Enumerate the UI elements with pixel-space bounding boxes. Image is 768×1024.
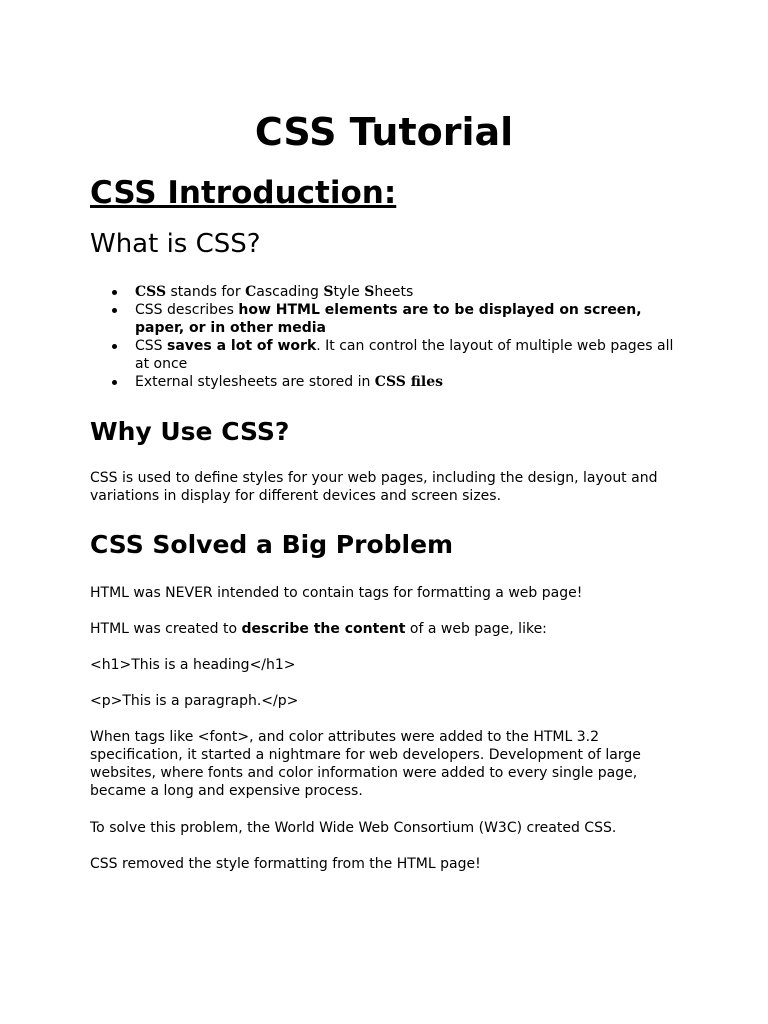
what-is-css-heading: What is CSS? <box>90 229 261 259</box>
never-paragraph: HTML was NEVER intended to contain tags for formatting a web page! <box>90 585 583 601</box>
text: heets <box>374 284 414 300</box>
bullet-icon <box>112 308 117 313</box>
text: . It can control the layout of multiple web pages all at once <box>135 338 674 372</box>
bold-text: describe the content <box>241 621 406 637</box>
bold-text: saves a lot of work <box>167 338 317 354</box>
text: ascading <box>256 284 324 300</box>
list-item <box>90 337 690 373</box>
page-title: CSS Tutorial <box>254 110 514 154</box>
text: stands for <box>166 284 246 300</box>
font-tags-paragraph: When tags like <font>, and color attributes were added to the HTML 3.2 specification, it started a nightmare for web developers. Development of large websites, where fonts and color information were added to every single page, became a long and expensive process. <box>90 729 641 799</box>
text: tyle <box>333 284 365 300</box>
list-item <box>90 301 690 337</box>
why-paragraph: CSS is used to define styles for your web pages, including the design, layout and variations in display for different devices and screen sizes. <box>90 470 658 504</box>
bullet-icon <box>112 344 117 349</box>
intro-heading: CSS Introduction: <box>90 175 397 211</box>
bullet-icon <box>112 290 117 295</box>
w3c-paragraph: To solve this problem, the World Wide Web Consortium (W3C) created CSS. <box>90 820 617 836</box>
text: HTML was created to <box>90 621 242 637</box>
list-item <box>90 373 690 391</box>
why-use-css-heading: Why Use CSS? <box>90 417 290 446</box>
bold-text: S <box>323 284 334 300</box>
bullet-icon <box>112 380 117 385</box>
text: CSS describes <box>135 302 239 318</box>
list-item <box>90 283 690 301</box>
bold-text: S <box>364 284 375 300</box>
bold-text: CSS files <box>374 374 444 390</box>
solved-problem-heading: CSS Solved a Big Problem <box>90 530 454 559</box>
created-paragraph <box>90 620 690 638</box>
css-facts-list <box>90 283 690 391</box>
p-example-paragraph: <p>This is a paragraph.</p> <box>90 693 299 709</box>
text: CSS <box>135 338 167 354</box>
bold-text: how HTML elements are to be displayed on screen, paper, or in other media <box>135 302 642 336</box>
text: of a web page, like: <box>405 621 547 637</box>
bold-text: C <box>245 284 257 300</box>
h1-example-paragraph: <h1>This is a heading</h1> <box>90 657 296 673</box>
removed-formatting-paragraph: CSS removed the style formatting from the HTML page! <box>90 856 481 872</box>
text: External stylesheets are stored in <box>135 374 375 390</box>
bold-text: CSS <box>135 284 167 300</box>
